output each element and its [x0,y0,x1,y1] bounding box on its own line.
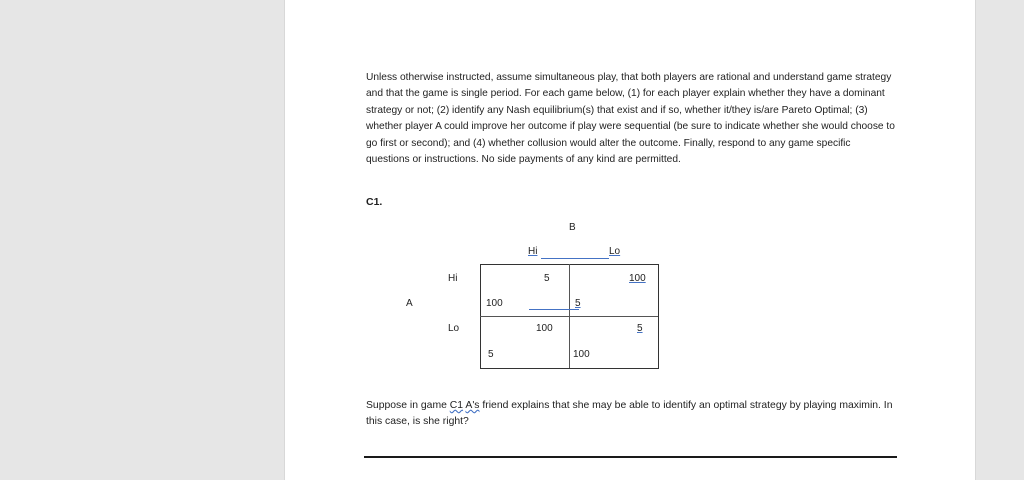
answer-line[interactable] [364,456,897,458]
question-paragraph [366,398,896,431]
row-lo-label: Lo [448,323,460,334]
cell-hi-hi-underline [529,309,579,310]
document-page [284,0,976,480]
cell-lo-hi-a-payoff: 5 [488,349,494,360]
column-lo-label: Lo [609,246,621,257]
column-hi-label: Hi [528,246,538,257]
matrix-horizontal-divider [480,316,658,317]
cell-hi-lo-a-payoff: 5 [575,298,581,309]
possessive-word: A's [465,400,480,411]
game-reference-c1: C1 [449,400,464,411]
cell-hi-hi-b-payoff: 5 [544,273,550,284]
cell-lo-lo-a-payoff: 100 [573,349,590,360]
player-b-label: B [569,222,576,233]
column-header-underline [541,258,609,259]
question-text-start: Suppose in game [366,400,450,411]
player-a-label: A [406,298,413,309]
cell-lo-hi-b-payoff: 100 [536,323,553,334]
question-text-end: friend explains that she may be able to identify an optimal strategy by playing maximin. In this case, is she right? [366,400,893,428]
row-hi-label: Hi [448,273,458,284]
instructions-paragraph: Unless otherwise instructed, assume simultaneous play, that both players are rational and understand game strategy and that the game is single period. For each game below, (1) for each player explain whether they have a dominant strategy or not; (2) identify any Nash equilibrium(s) that exist and if so, whether it/they is/are Pareto Optimal; (3) whether player A could improve her outcome if play were sequential (be sure to indicate whether she would choose to go first or second); and (4) whether collusion would alter the outcome. Finally, respond to any game specific questions or instructions. No side payments of any kind are permitted. [366,72,895,166]
cell-hi-hi-a-payoff: 100 [486,298,503,309]
cell-lo-lo-b-payoff: 5 [637,323,643,334]
cell-hi-lo-b-payoff: 100 [629,273,646,284]
game-label: C1. [366,196,383,208]
